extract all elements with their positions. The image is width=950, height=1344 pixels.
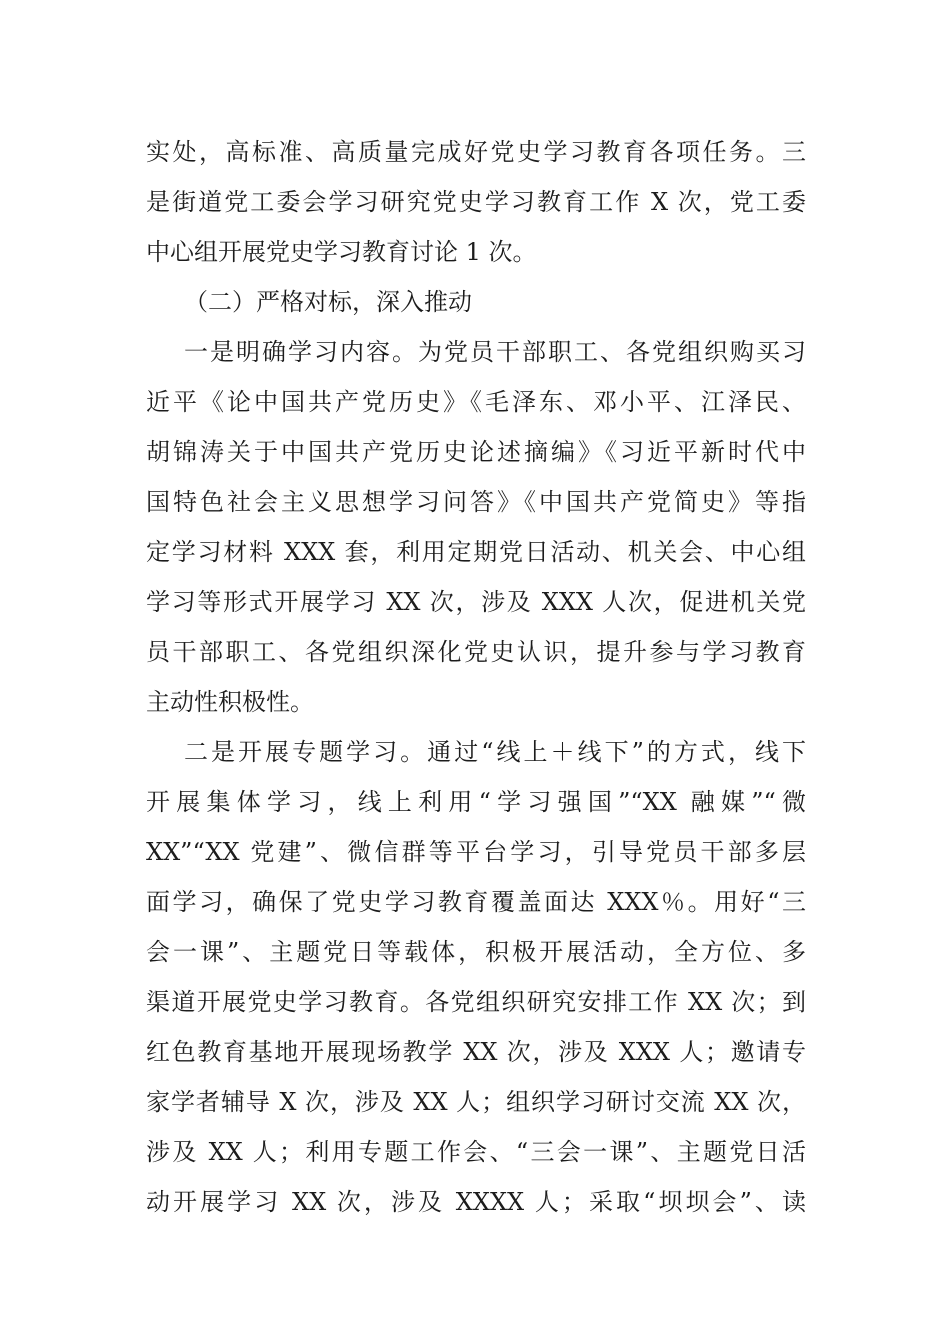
text-line: 会一课”、主题党日等载体，积极开展活动，全方位、多 <box>146 938 806 966</box>
text-line: 胡锦涛关于中国共产党历史论述摘编》《习近平新时代中 <box>146 438 806 466</box>
document-body <box>146 127 806 1227</box>
paragraph-study-content <box>146 327 806 727</box>
text-line: 红色教育基地开展现场教学 XX 次，涉及 XXX 人；邀请专 <box>146 1038 806 1066</box>
text-line: 面学习，确保了党史学习教育覆盖面达 XXX％。用好“三 <box>146 888 806 916</box>
text-line: 一是明确学习内容。为党员干部职工、各党组织购买习 <box>184 338 806 366</box>
paragraph-special-study <box>146 727 806 1227</box>
text-line: 学习等形式开展学习 XX 次，涉及 XXX 人次，促进机关党 <box>146 588 806 616</box>
text-line: 动开展学习 XX 次，涉及 XXXX 人；采取“坝坝会”、读 <box>146 1188 806 1216</box>
text-line: 定学习材料 XXX 套，利用定期党日活动、机关会、中心组 <box>146 538 806 566</box>
text-line: 国特色社会主义思想学习问答》《中国共产党简史》等指 <box>146 488 806 516</box>
text-line: 员干部职工、各党组织深化党史认识，提升参与学习教育 <box>146 638 806 666</box>
text-line: 实处，高标准、高质量完成好党史学习教育各项任务。三 <box>146 138 806 166</box>
text-line: 主动性积极性。 <box>146 688 314 716</box>
text-line: 家学者辅导 X 次，涉及 XX 人；组织学习研讨交流 XX 次， <box>146 1088 806 1116</box>
text-line: XX”“XX 党建”、微信群等平台学习，引导党员干部多层 <box>146 838 806 866</box>
text-line: 渠道开展党史学习教育。各党组织研究安排工作 XX 次；到 <box>146 988 806 1016</box>
text-line: 中心组开展党史学习教育讨论 1 次。 <box>146 238 537 266</box>
paragraph-continuation <box>146 127 806 277</box>
text-line: 二是开展专题学习。通过“线上＋线下”的方式，线下 <box>184 738 806 766</box>
text-line: 开展集体学习，线上利用“学习强国”“XX 融媒”“微 <box>146 788 806 816</box>
section-heading: （二）严格对标，深入推动 <box>184 288 472 316</box>
text-line: 是街道党工委会学习研究党史学习教育工作 X 次，党工委 <box>146 188 806 216</box>
text-line: 涉及 XX 人；利用专题工作会、“三会一课”、主题党日活 <box>146 1138 806 1166</box>
text-line: 近平《论中国共产党历史》《毛泽东、邓小平、江泽民、 <box>146 388 806 416</box>
